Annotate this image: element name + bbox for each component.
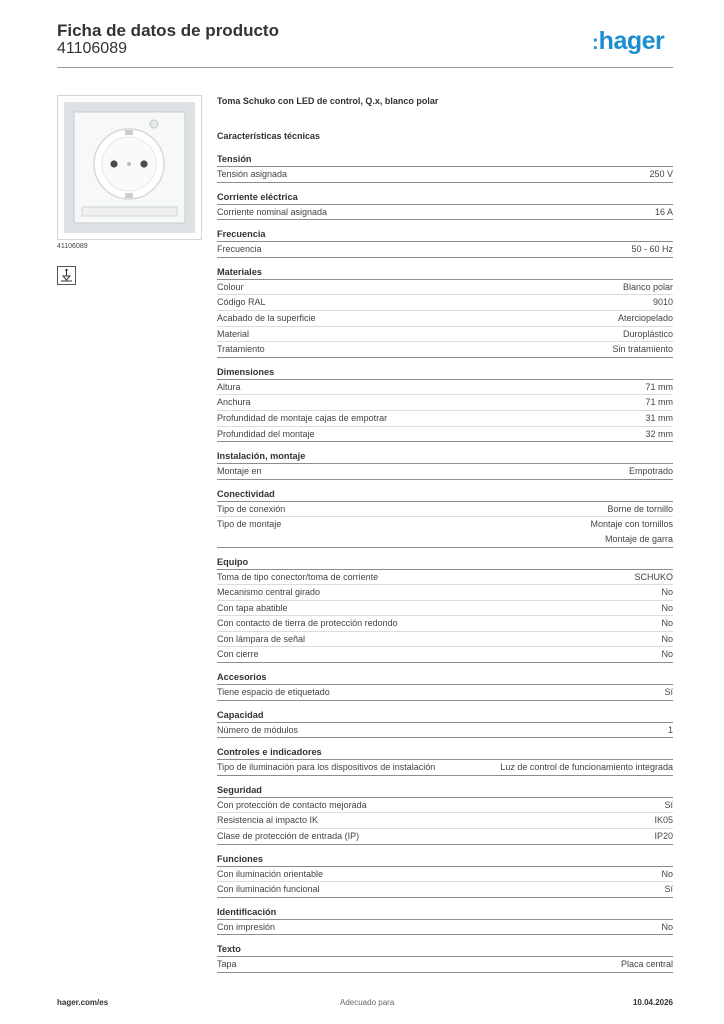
product-name: Toma Schuko con LED de control, Q.x, blanco polar bbox=[217, 96, 439, 106]
footer-website: hager.com/es bbox=[57, 998, 109, 1007]
spec-label: Con lámpara de señal bbox=[217, 633, 306, 644]
spec-row bbox=[217, 242, 673, 258]
spec-row bbox=[217, 585, 673, 601]
spec-value-line: 32 mm bbox=[645, 428, 673, 439]
spec-value bbox=[607, 502, 673, 517]
section-heading: Conectividad bbox=[217, 488, 673, 502]
spec-section bbox=[217, 556, 673, 664]
spec-value-line: No bbox=[661, 633, 673, 644]
spec-row bbox=[217, 502, 673, 518]
spec-label: Altura bbox=[217, 381, 241, 392]
spec-row bbox=[217, 616, 673, 632]
spec-value-line: SCHUKO bbox=[634, 571, 673, 582]
spec-label: Número de módulos bbox=[217, 724, 299, 735]
spec-value-line: 9010 bbox=[652, 297, 673, 308]
spec-value-line: Sin tratamiento bbox=[612, 344, 673, 355]
spec-row bbox=[217, 867, 673, 883]
spec-label: Corriente nominal asignada bbox=[217, 206, 328, 217]
hager-logo bbox=[592, 27, 664, 56]
spec-value bbox=[661, 585, 673, 600]
spec-value bbox=[623, 327, 673, 342]
spec-label: Código RAL bbox=[217, 297, 266, 308]
spec-row bbox=[217, 813, 673, 829]
spec-section bbox=[217, 266, 673, 358]
spec-label: Con cierre bbox=[217, 649, 259, 660]
spec-value bbox=[618, 311, 673, 326]
logo-dots: : bbox=[592, 32, 599, 54]
mounting-symbol-icon bbox=[57, 266, 76, 285]
spec-value-line: 1 bbox=[667, 724, 673, 735]
spec-row bbox=[217, 632, 673, 648]
spec-label: Tapa bbox=[217, 959, 237, 970]
spec-row bbox=[217, 760, 673, 776]
spec-value bbox=[661, 616, 673, 631]
spec-label: Con protección de contacto mejorada bbox=[217, 799, 367, 810]
spec-value bbox=[612, 342, 673, 357]
spec-row bbox=[217, 723, 673, 739]
spec-label: Con tapa abatible bbox=[217, 602, 288, 613]
spec-section bbox=[217, 709, 673, 739]
spec-section bbox=[217, 853, 673, 898]
spec-value-line: Blanco polar bbox=[622, 281, 673, 292]
section-heading: Instalación, montaje bbox=[217, 450, 673, 464]
section-heading: Seguridad bbox=[217, 784, 673, 798]
spec-row bbox=[217, 647, 673, 663]
spec-section bbox=[217, 746, 673, 776]
section-heading: Frecuencia bbox=[217, 228, 673, 242]
spec-value bbox=[661, 601, 673, 616]
spec-label: Anchura bbox=[217, 397, 251, 408]
spec-value-line: No bbox=[661, 921, 673, 932]
spec-value-line: Montaje de garra bbox=[604, 533, 673, 544]
spec-panel bbox=[217, 96, 673, 981]
image-caption: 41106089 bbox=[57, 243, 88, 250]
section-heading: Corriente eléctrica bbox=[217, 191, 673, 205]
section-heading: Tensión bbox=[217, 153, 673, 167]
section-heading: Controles e indicadores bbox=[217, 746, 673, 760]
footer-note: Adecuado para bbox=[340, 998, 395, 1007]
spec-value-line: No bbox=[661, 618, 673, 629]
spec-section bbox=[217, 153, 673, 183]
spec-value-line: IP20 bbox=[654, 831, 673, 842]
spec-row bbox=[217, 205, 673, 221]
spec-label: Con iluminación funcional bbox=[217, 884, 320, 895]
logo-word: hager bbox=[598, 27, 665, 55]
spec-row bbox=[217, 570, 673, 586]
spec-row bbox=[217, 395, 673, 411]
spec-row bbox=[217, 167, 673, 183]
spec-value-line: No bbox=[661, 649, 673, 660]
spec-subtitle: Características técnicas bbox=[217, 131, 321, 141]
spec-value bbox=[655, 205, 673, 220]
spec-value-line: 31 mm bbox=[645, 412, 673, 423]
spec-section bbox=[217, 450, 673, 480]
spec-row bbox=[217, 798, 673, 814]
spec-value bbox=[661, 632, 673, 647]
spec-label: Resistencia al impacto IK bbox=[217, 815, 319, 826]
spec-label: Profundidad del montaje bbox=[217, 428, 315, 439]
spec-value bbox=[664, 685, 673, 700]
spec-label: Con iluminación orientable bbox=[217, 868, 324, 879]
spec-value-line: No bbox=[661, 868, 673, 879]
spec-value-line: No bbox=[661, 587, 673, 598]
spec-row bbox=[217, 295, 673, 311]
spec-row bbox=[217, 311, 673, 327]
spec-value bbox=[649, 167, 673, 182]
spec-label: Tratamiento bbox=[217, 344, 265, 355]
spec-row bbox=[217, 685, 673, 701]
spec-value-line: Borne de tornillo bbox=[607, 503, 673, 514]
spec-row bbox=[217, 920, 673, 936]
spec-row bbox=[217, 280, 673, 296]
spec-value-line: Aterciopelado bbox=[617, 312, 673, 323]
spec-section bbox=[217, 366, 673, 442]
spec-value bbox=[654, 813, 673, 828]
spec-row bbox=[217, 517, 673, 547]
spec-value bbox=[664, 798, 673, 813]
spec-row bbox=[217, 601, 673, 617]
spec-section bbox=[217, 191, 673, 221]
spec-label: Acabado de la superficie bbox=[217, 312, 316, 323]
section-heading: Funciones bbox=[217, 853, 673, 867]
spec-value bbox=[661, 867, 673, 882]
spec-value-line: Placa central bbox=[620, 959, 673, 970]
section-heading: Identificación bbox=[217, 906, 673, 920]
spec-value bbox=[661, 647, 673, 662]
spec-row bbox=[217, 464, 673, 480]
spec-value bbox=[654, 829, 673, 844]
spec-row bbox=[217, 957, 673, 973]
spec-value bbox=[590, 517, 673, 546]
spec-value bbox=[629, 464, 673, 479]
spec-value-line: Sí bbox=[664, 799, 673, 810]
spec-value bbox=[645, 427, 673, 442]
schuko-socket-image bbox=[57, 95, 202, 240]
spec-label: Tipo de iluminación para los dispositivos de instalación bbox=[217, 762, 436, 773]
spec-label: Tipo de conexión bbox=[217, 503, 286, 514]
spec-value bbox=[634, 570, 673, 585]
spec-row bbox=[217, 342, 673, 358]
spec-label: Tipo de montaje bbox=[217, 519, 282, 530]
spec-value bbox=[664, 882, 673, 897]
spec-value-line: 71 mm bbox=[645, 381, 673, 392]
footer-date: 10.04.2026 bbox=[632, 998, 673, 1007]
spec-value-line: Duroplástico bbox=[622, 328, 673, 339]
spec-value bbox=[645, 380, 673, 395]
spec-value bbox=[653, 295, 673, 310]
spec-value bbox=[668, 723, 673, 738]
spec-label: Montaje en bbox=[217, 466, 262, 477]
spec-value bbox=[631, 242, 673, 257]
spec-value-line: Luz de control de funcionamiento integrada bbox=[500, 762, 673, 773]
spec-value bbox=[500, 760, 673, 775]
spec-label: Toma de tipo conector/toma de corriente bbox=[217, 571, 379, 582]
spec-value bbox=[645, 395, 673, 410]
spec-row bbox=[217, 327, 673, 343]
spec-section bbox=[217, 906, 673, 936]
spec-value-line: 50 - 60 Hz bbox=[631, 244, 673, 255]
spec-section bbox=[217, 671, 673, 701]
spec-row bbox=[217, 411, 673, 427]
spec-label: Tensión asignada bbox=[217, 169, 288, 179]
spec-label: Frecuencia bbox=[217, 244, 262, 255]
spec-row bbox=[217, 829, 673, 845]
spec-value-line: IK05 bbox=[654, 815, 673, 826]
spec-sections bbox=[217, 153, 673, 973]
spec-label: Mecanismo central girado bbox=[217, 587, 321, 598]
section-heading: Texto bbox=[217, 943, 673, 957]
spec-section bbox=[217, 488, 673, 548]
spec-value bbox=[645, 411, 673, 426]
spec-value-line: Montaje con tornillos bbox=[590, 519, 673, 530]
spec-label: Colour bbox=[217, 281, 244, 292]
spec-label: Tiene espacio de etiquetado bbox=[217, 687, 330, 698]
spec-value bbox=[621, 957, 673, 972]
product-code: 41106089 bbox=[57, 40, 127, 57]
spec-value bbox=[623, 280, 673, 295]
spec-value-line: 71 mm bbox=[645, 397, 673, 408]
spec-section bbox=[217, 784, 673, 845]
spec-value-line: Sí bbox=[664, 687, 673, 698]
spec-row bbox=[217, 427, 673, 443]
spec-value-line: No bbox=[661, 602, 673, 613]
header-divider bbox=[57, 67, 673, 68]
section-heading: Materiales bbox=[217, 266, 673, 280]
spec-label: Con impresión bbox=[217, 921, 276, 932]
section-heading: Capacidad bbox=[217, 709, 673, 723]
spec-value-line: Empotrado bbox=[628, 466, 673, 477]
section-heading: Accesorios bbox=[217, 671, 673, 685]
spec-value-line: 16 A bbox=[654, 206, 673, 217]
spec-label: Clase de protección de entrada (IP) bbox=[217, 831, 360, 842]
spec-section bbox=[217, 943, 673, 973]
spec-row bbox=[217, 882, 673, 898]
spec-label: Con contacto de tierra de protección redondo bbox=[217, 618, 398, 629]
spec-value-line: 250 V bbox=[649, 169, 673, 179]
spec-label: Material bbox=[217, 328, 250, 339]
page-title: Ficha de datos de producto bbox=[57, 21, 279, 40]
spec-section bbox=[217, 228, 673, 258]
spec-label: Profundidad de montaje cajas de empotrar bbox=[217, 412, 388, 423]
spec-value-line: Sí bbox=[664, 884, 673, 895]
spec-value bbox=[661, 920, 673, 935]
section-heading: Equipo bbox=[217, 556, 673, 570]
spec-row bbox=[217, 380, 673, 396]
section-heading: Dimensiones bbox=[217, 366, 673, 380]
